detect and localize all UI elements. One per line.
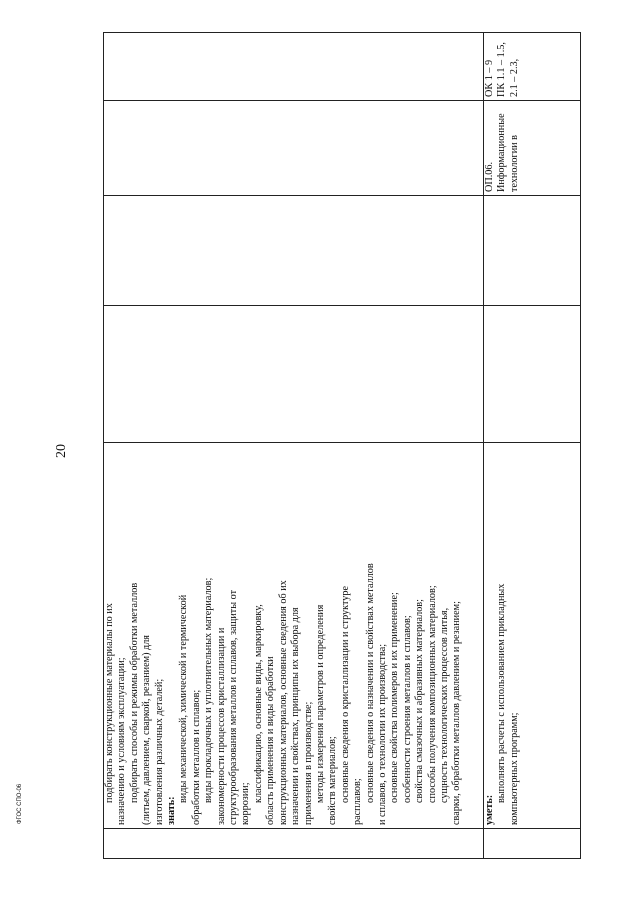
requirement-line: и сплавов, о технологии их производства;: [376, 643, 388, 825]
requirement-line: виды прокладочных и уплотнительных материалов;: [203, 577, 215, 803]
requirement-line: (литьем, давлением, сваркой, резанием) для: [141, 635, 153, 825]
requirement-line: закономерности процессов кристаллизации и: [215, 627, 227, 825]
footer-code: ФГОС СПО-06: [17, 783, 23, 824]
competency-table: [103, 32, 581, 859]
requirement-line: методы измерения параметров и определения: [314, 604, 326, 803]
requirement-line: классификацию, основные виды, маркировку,: [252, 604, 264, 803]
requirement-line: основные свойства полимеров и их применение;: [389, 592, 401, 803]
requirement-line: назначению и условиям эксплуатации;: [116, 657, 128, 825]
requirement-line: назначении и свойствах, принципы их выбора для: [290, 607, 302, 825]
requirement-line: способы получения композиционных материалов;: [426, 585, 438, 803]
requirement-line: обработки металлов и сплавов;: [190, 689, 202, 825]
competencies-cell: [104, 33, 484, 101]
requirement-line: сущность технологических процессов литья,: [438, 607, 450, 803]
requirement-line: область применения и виды обработки: [265, 656, 277, 825]
section-heading: уметь:: [484, 794, 495, 825]
competencies-cell: [484, 33, 581, 101]
competency-line: 2.1 – 2.3,: [508, 58, 520, 97]
table-row: [104, 33, 484, 859]
requirement-line: конструкционных материалов, основные сведения об их: [277, 580, 289, 825]
requirement-line: виды механической, химической и термической: [178, 594, 190, 803]
requirement-line: подбирать способы и режимы обработки металлов: [128, 582, 140, 803]
max-hours-cell: [104, 306, 484, 443]
discipline-name-line: Информационные: [496, 113, 508, 192]
competency-line: ПК 1.1 – 1.5,: [496, 42, 508, 97]
requirements-cell: [104, 443, 484, 829]
discipline-cell: [104, 101, 484, 196]
code-cell: [104, 829, 484, 859]
discipline-cell: [484, 101, 581, 196]
requirement-line: выполнять расчеты с использованием прикладных: [496, 583, 508, 803]
requirement-line: расплавов;: [352, 778, 364, 825]
code-cell: [484, 829, 581, 859]
max-hours-cell: [484, 306, 581, 443]
requirement-line: особенности строения металлов и сплавов;: [401, 615, 413, 803]
requirement-line: свойства смазочных и абразивных материалов;: [414, 599, 426, 803]
standard-table: [103, 33, 580, 859]
requirement-line: основные сведения о назначении и свойствах металлов: [364, 563, 376, 803]
requirement-line: структурообразования металлов и сплавов, защиты от: [228, 589, 240, 825]
requirement-line: изготовления различных деталей;: [153, 678, 165, 825]
requirement-line: коррозии;: [240, 782, 252, 825]
discipline-code: ОП.06.: [484, 162, 495, 192]
requirement-line: компьютерных программ;: [508, 712, 520, 825]
requirement-line: свойств материалов;: [327, 736, 339, 825]
discipline-name-line: технологии в: [508, 135, 520, 192]
requirement-line: подбирать конструкционные материалы по их: [104, 603, 115, 803]
hours-cell: [484, 196, 581, 306]
hours-cell: [104, 196, 484, 306]
requirement-line: применения в производстве;: [302, 701, 314, 825]
requirements-text: [104, 446, 464, 825]
requirement-line: сварки, обработки металлов давлением и резанием;: [451, 601, 463, 825]
section-heading: знать:: [166, 796, 178, 825]
requirements-text: [484, 446, 521, 825]
table-row: [484, 33, 581, 859]
requirement-line: основные сведения о кристаллизации и структуре: [339, 586, 351, 803]
competency-line: ОК 1 – 9: [484, 59, 495, 97]
requirements-cell: [484, 443, 581, 829]
page-number: 20: [54, 444, 69, 458]
